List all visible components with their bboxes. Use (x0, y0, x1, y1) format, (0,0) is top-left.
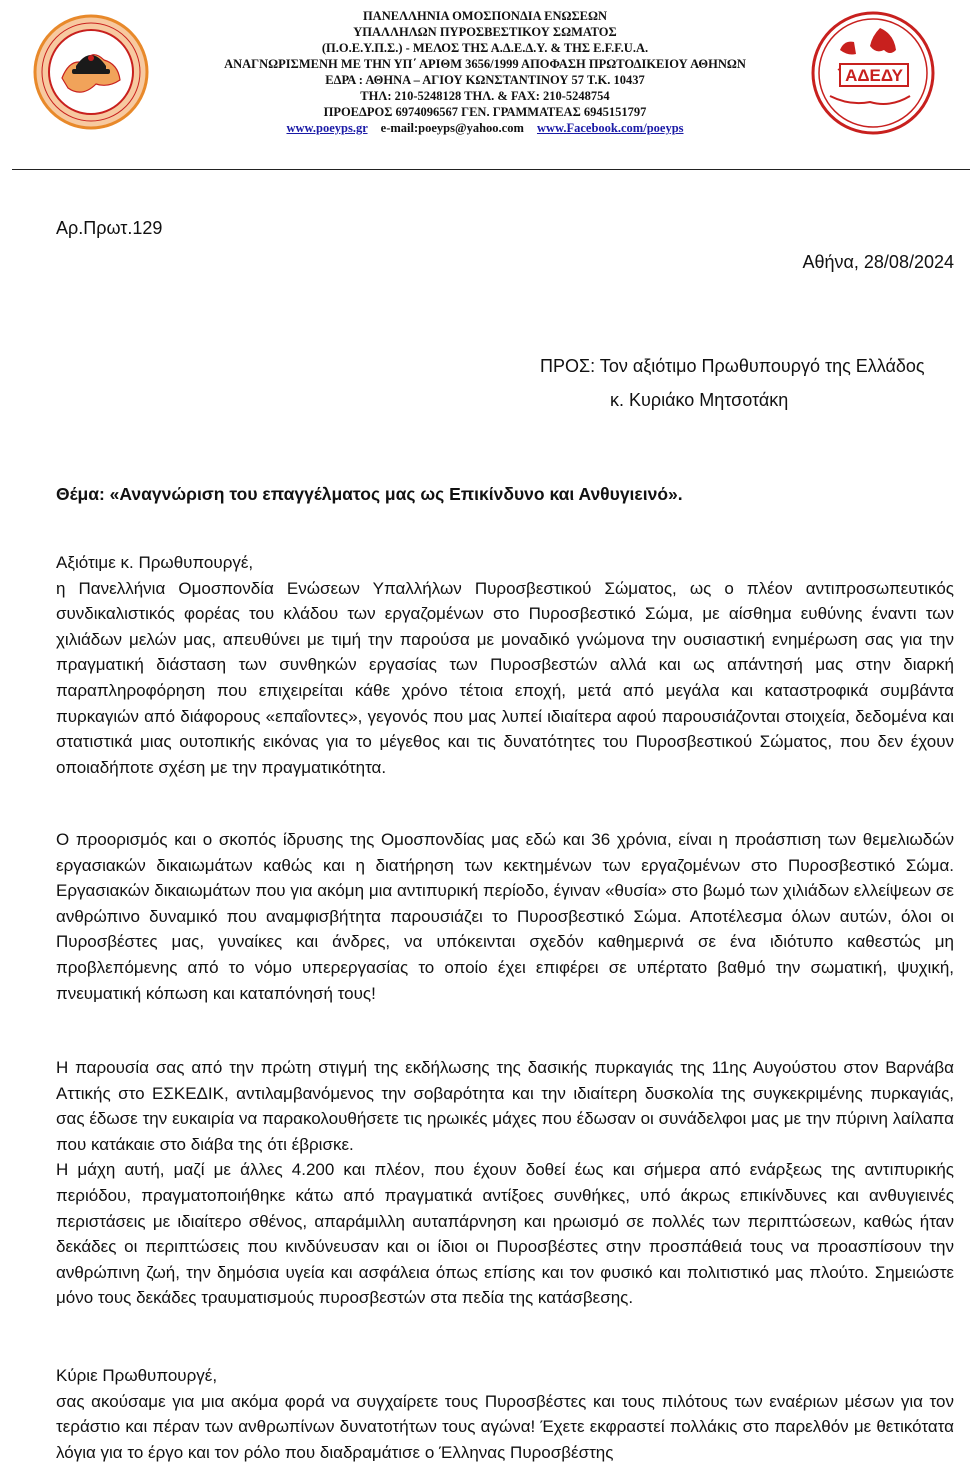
protocol-number: Αρ.Πρωτ.129 (56, 218, 163, 238)
letterhead-line: (Π.Ο.Ε.Υ.Π.Σ.) - ΜΕΛΟΣ ΤΗΣ Α.Δ.Ε.Δ.Υ. & ΤΗΣ E.F.F.U.A. (321, 41, 649, 55)
letterhead-line: ΑΝΑΓΝΩΡΙΣΜΕΝΗ ΜΕ ΤΗΝ ΥΠ΄ ΑΡΙΘΜ 3656/1999 ΑΠΟΦΑΣΗ ΠΡΩΤΟΔΙΚΕΙΟΥ ΑΘΗΝΩΝ (224, 57, 746, 71)
letterhead-contact-links (170, 120, 800, 136)
body-section-1 (56, 550, 954, 780)
poeyps-logo (32, 8, 150, 138)
body-section-4 (56, 1363, 954, 1465)
subject-line: Θέμα: «Αναγνώριση του επαγγέλματος μας ως Επικίνδυνο και Ανθυγιεινό». (56, 484, 683, 504)
header-divider (12, 169, 970, 170)
adedy-logo (810, 10, 936, 136)
body-paragraph: η Πανελλήνια Ομοσπονδία Ενώσεων Υπαλλήλων Πυροσβεστικού Σώματος, ως ο πλέον αντιπροσωπευτικός συνδικαλιστικός φορέας του κλάδου των εργαζομένων στο Πυροσβεστικό Σώμα, με αίσθημα ευθύνης έναντι των χιλιάδων μελών μας, απευθύνει με τιμή την παρούσα με μοναδικό γνώμονα την ουσιαστική ενημέρωση σας για την πραγματική διάσταση των συνθηκών εργασίας των Πυροσβεστών αλλά και ως απάντησή μας στην διαρκή παραπληροφόρηση που επιχειρείται κάθε χρόνο τέτοια εποχή, μετά από μεγάλα και καταστροφικά συμβάντα πυρκαγιών από διάφορους «επαΐοντες», γεγονός που μας λυπεί ιδιαίτερα αφού παρουσιάζονται στοιχεία, δεδομένα και στατιστικά μιας ουτοπικής εικόνας για το μέγεθος και τις δυνατότητες του Πυροσβεστικού Σώματος, που δεν έχουν οποιαδήποτε σχέση με την πραγματικότητα. (56, 578, 954, 777)
recipient-line-1: ΠΡΟΣ: Τον αξιότιμο Πρωθυπουργό της Ελλάδος (540, 356, 925, 376)
salutation: Αξιότιμε κ. Πρωθυπουργέ, (56, 553, 254, 572)
facebook-link[interactable]: www.Facebook.com/poeyps (536, 121, 684, 135)
email-text: e-mail:poeyps@yahoo.com (380, 121, 524, 135)
recipient-block (540, 349, 925, 417)
adedy-logo-label: ΑΔΕΔΥ (845, 66, 903, 85)
letterhead-line: ΤΗΛ: 210-5248128 ΤΗΛ. & FAX: 210-5248754 (360, 89, 610, 103)
body-paragraph: σας ακούσαμε για μια ακόμα φορά να συγχαίρετε τους Πυροσβέστες και τους πιλότους των εναέριων μέσων για τον τεράστιο και πέραν των ανθρωπίνων δυνατοτήτων τους αγώνα! Έχετε εκφραστεί πολλάκις στο παρελθόν με θετικότατα λόγια για το έργο και τον ρόλο που διαδραμάτισε ο Έλληνας Πυροσβέστης (56, 1391, 954, 1462)
salutation: Κύριε Πρωθυπουργέ, (56, 1366, 218, 1385)
body-paragraph: Η παρουσία σας από την πρώτη στιγμή της εκδήλωσης της δασικής πυρκαγιάς της 11ης Αυγούστου στον Βαρνάβα Αττικής στο ΕΣΚΕΔΙΚ, αντιλαμβανόμενος την σοβαρότητα και την ιδιαίτερη δυσκολία της συγκεκριμένης πυρκαγιάς, σας έδωσε την ευκαιρία να παρακολουθήσετε τις ηρωικές μάχες που έδωσαν οι συνάδελφοι μας με την πύρινη λαίλαπα που κατάκαιε στο διάβα της ότι έβρισκε. (56, 1058, 954, 1154)
letter-date: Αθήνα, 28/08/2024 (802, 252, 954, 272)
letterhead-line: ΕΔΡΑ : ΑΘΗΝΑ – ΑΓΙΟΥ ΚΩΝΣΤΑΝΤΙΝΟΥ 57 Τ.Κ. 10437 (325, 73, 645, 87)
letterhead (170, 8, 800, 136)
website-link[interactable]: www.poeyps.gr (286, 121, 368, 135)
body-section-3 (56, 1055, 954, 1311)
letterhead-line: ΠΑΝΕΛΛΗΝΙΑ ΟΜΟΣΠΟΝΔΙΑ ΕΝΩΣΕΩΝ (362, 9, 608, 23)
body-paragraph: Η μάχη αυτή, μαζί με άλλες 4.200 και πλέον, που έχουν δοθεί έως και σήμερα από ενάρξεως της αντιπυρικής περιόδου, πραγματοποιήθηκε κάτω από πραγματικά αντίξοες συνθήκες, υπό άκρως επικίνδυνες και ανθυγιεινές περιστάσεις με ιδιαίτερο σθένος, απαράμιλλη αυταπάρνηση και ηρωισμό σε πολλές των περιπτώσεων, καθώς ήταν δεκάδες οι περιπτώσεις που κινδύνευσαν και οι ίδιοι οι Πυροσβέστες στην προσπάθειά τους να προασπίσουν την ανθρώπινη ζωή, την δημόσια υγεία και ασφάλεια όπως επίσης και τον φυσικό και πολιτιστικό μας πλούτο. Σημειώστε μόνο τους δεκάδες τραυματισμούς πυροσβεστών στα πεδία της κατάσβεσης. (56, 1160, 954, 1308)
letterhead-line: ΠΡΟΕΔΡΟΣ 6974096567 ΓΕΝ. ΓΡΑΜΜΑΤΕΑΣ 6945151797 (323, 105, 647, 119)
body-paragraph: Ο προορισμός και ο σκοπός ίδρυσης της Ομοσπονδίας μας εδώ και 36 χρόνια, είναι η προάσπιση των θεμελιωδών εργασιακών δικαιωμάτων καθώς και η διατήρηση των κεκτημένων των εργαζομένων στο Πυροσβεστικό Σώμα. Εργασιακών δικαιωμάτων που για ακόμη μια αντιπυρική περίοδο, έγιναν «θυσία» στο βωμό των χιλιάδων ελλείψεων σε ανθρώπινο δυναμικό που αναμφισβήτητα παρουσιάζει το Πυροσβεστικό Σώμα. Αποτέλεσμα όλων αυτών, όλοι οι Πυροσβέστες μας, γυναίκες και άνδρες, να υπόκεινται σχεδόν καθημερινά σε ένα ιδιότυπο καθεστώς μη προβλεπόμενης από το νόμο υπερεργασίας το οποίο έχει επιφέρει σε υπέρτατο βαθμό την σωματική, ψυχική, πνευματική κόπωση και καταπόνησή τους! (56, 830, 954, 1003)
letterhead-line: ΥΠΑΛΛΗΛΩΝ ΠΥΡΟΣΒΕΣΤΙΚΟΥ ΣΩΜΑΤΟΣ (353, 25, 617, 39)
recipient-line-2: κ. Κυριάκο Μητσοτάκη (610, 390, 789, 410)
